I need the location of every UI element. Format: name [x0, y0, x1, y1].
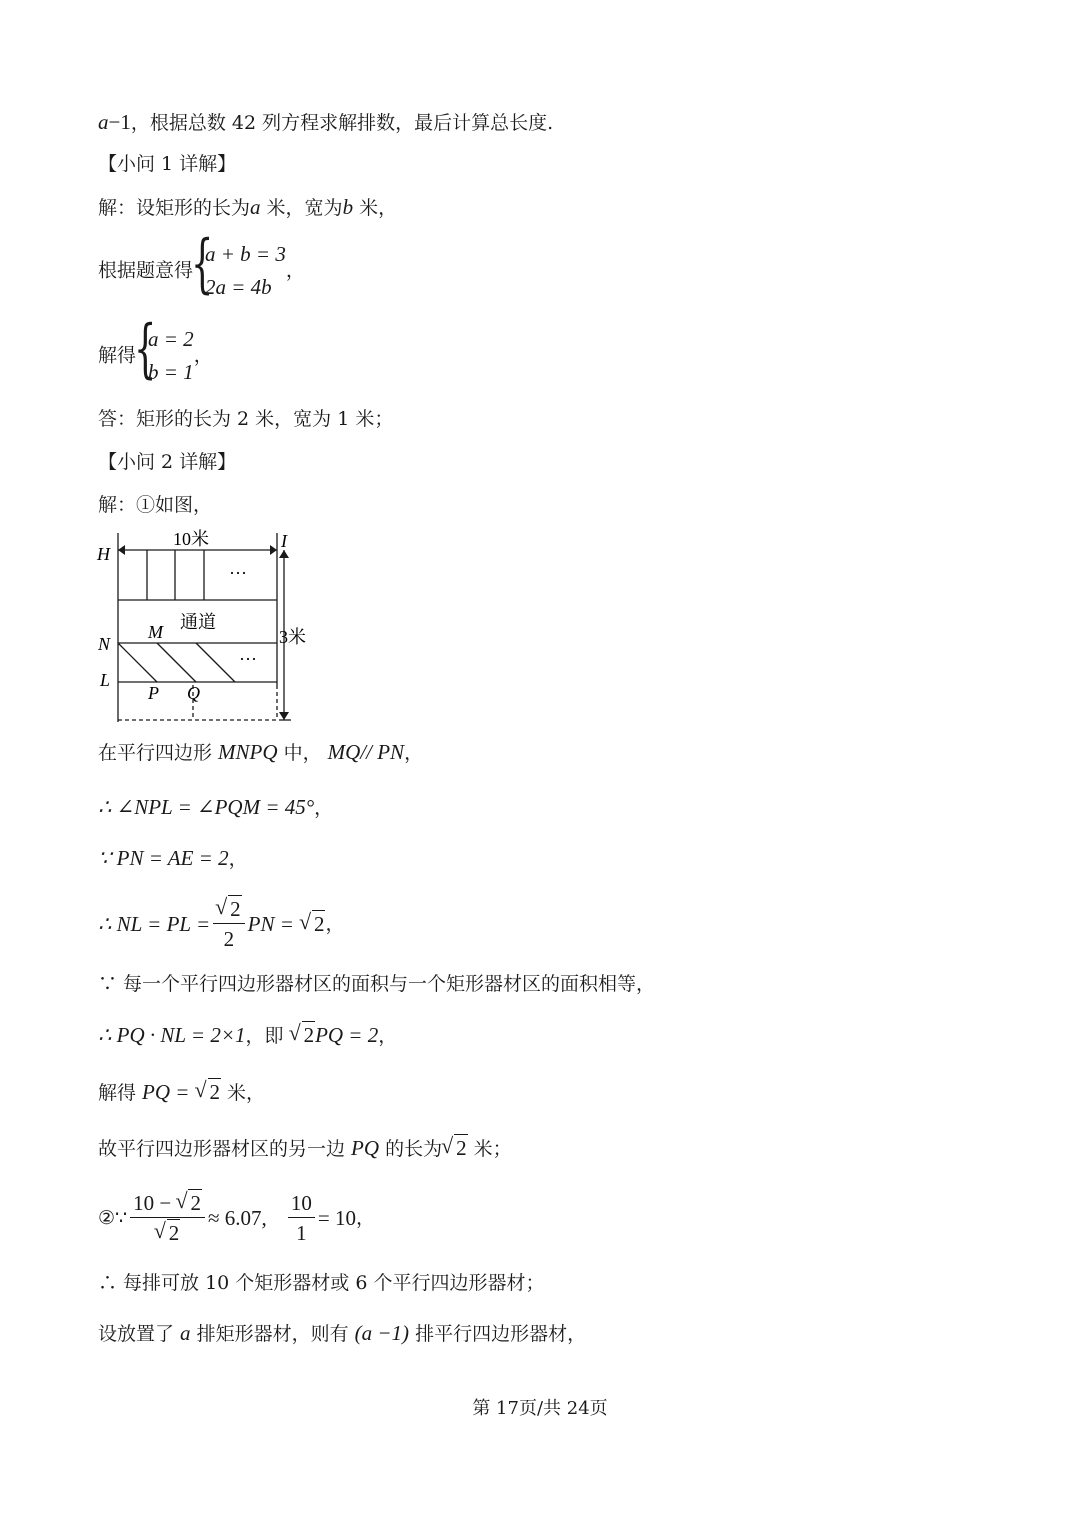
dots-top: ··· — [229, 563, 247, 583]
math-expr: (a −1) — [354, 1321, 410, 1345]
text-line-17 — [98, 1192, 375, 1245]
line-text: 故平行四边形器材区的另一边 — [98, 1138, 352, 1160]
text-line-18: ∴ 每排可放 10 个矩形器材或 6 个平行四边形器材； — [98, 1272, 545, 1294]
line-text: 解得 — [98, 1082, 143, 1104]
layout-figure — [95, 525, 325, 730]
line-text: 米， — [353, 197, 398, 219]
text-line-10 — [98, 797, 333, 818]
line-text: ， — [404, 742, 424, 764]
text-line-19 — [98, 1323, 586, 1344]
equation-row: 2a = 4b — [205, 275, 272, 299]
sqrt-expr — [196, 1082, 222, 1103]
math-expr: PQ = — [142, 1080, 190, 1104]
parallelogram-edge — [196, 643, 235, 682]
arrow-down-icon — [279, 712, 289, 720]
point-label-l: L — [100, 670, 111, 690]
line-text: 解得 — [98, 344, 137, 367]
line-text: 设放置了 — [98, 1323, 181, 1345]
channel-label: 通道 — [180, 612, 216, 632]
right-dimension-label: 3米 — [279, 627, 306, 647]
text-line-15 — [98, 1082, 265, 1103]
fraction — [213, 898, 245, 951]
line-text: ， — [325, 913, 345, 936]
line-text: ， — [285, 259, 305, 282]
fraction — [130, 1192, 205, 1245]
line-text: ， — [314, 797, 334, 819]
line-text: ， — [193, 344, 213, 367]
line-text: 米， — [221, 1082, 266, 1104]
math-var-a: a — [180, 1321, 191, 1345]
line-text: 中， — [277, 742, 328, 764]
equation-system — [134, 312, 194, 389]
math-expr: ∴ PQ · NL = 2×1 — [98, 1023, 246, 1047]
text-line-12 — [98, 898, 344, 951]
equation-row: a + b = 3 — [205, 242, 286, 266]
line-text: 根据题意得 — [98, 259, 194, 282]
line-text: 米，宽为 — [260, 197, 343, 219]
brace-icon: { — [191, 227, 214, 301]
numerator-text: 10 − — [133, 1191, 172, 1215]
math-expr: ≈ 6.07, — [207, 1206, 267, 1231]
line-text: ， — [355, 1207, 375, 1230]
text-line-16 — [98, 1138, 512, 1159]
text-line-9 — [98, 742, 423, 763]
arrow-left-icon — [118, 545, 125, 555]
point-label-q: Q — [187, 683, 200, 703]
fraction — [288, 1192, 315, 1245]
line-text: ，根据总数 42 列方程求解排数，最后计算总长度. — [130, 112, 554, 134]
equation-row: a = 2 — [148, 327, 194, 351]
point-label-i: I — [281, 531, 287, 551]
math-var: a — [98, 110, 109, 134]
math-expr: ∴ NL = PL = — [98, 912, 211, 937]
text-line-11 — [98, 848, 248, 869]
radicand: 2 — [303, 1023, 315, 1047]
math-expr: PN = — [247, 912, 294, 937]
equation-system — [191, 227, 286, 304]
parallelogram-edge — [118, 643, 157, 682]
text-line-8: 解：①如图， — [98, 494, 213, 516]
math-var-a: a — [250, 195, 261, 219]
point-label-p: P — [148, 683, 159, 703]
section-heading-1: 【小问 1 详解】 — [98, 153, 237, 175]
radicand: 2 — [313, 912, 325, 937]
denominator: 1 — [296, 1221, 307, 1246]
arrow-right-icon — [270, 545, 277, 555]
radicand: 2 — [456, 1136, 467, 1160]
sqrt-expr — [442, 1138, 468, 1159]
math-var-b: b — [342, 195, 354, 219]
arrow-up-icon — [279, 550, 289, 558]
brace-icon: { — [134, 312, 157, 386]
math-expr: PQ = 2 — [315, 1023, 379, 1047]
line-text: 的长为 — [379, 1138, 443, 1160]
line-text: 在平行四边形 — [98, 742, 219, 764]
parallelogram-edge — [157, 643, 196, 682]
radicand: 2 — [230, 897, 241, 921]
math-expr: MQ// PN — [327, 740, 405, 764]
line-text: ，即 — [245, 1025, 290, 1047]
point-label-m: M — [148, 622, 163, 642]
text-line-14 — [98, 1025, 397, 1046]
top-dimension-label: 10米 — [173, 529, 209, 549]
numerator: 10 — [288, 1192, 315, 1218]
math-expr: ∴ ∠NPL = ∠PQM = 45° — [98, 795, 315, 819]
math-minus-one: −1 — [108, 110, 131, 134]
math-expr: = 10 — [317, 1206, 356, 1231]
sqrt-expr — [290, 1025, 316, 1046]
line-text: 排矩形器材，则有 — [190, 1323, 355, 1345]
radicand: 2 — [209, 1080, 221, 1104]
line-text: 排平行四边形器材， — [409, 1323, 587, 1345]
text-line-1 — [98, 112, 553, 133]
equation-system-2 — [98, 312, 213, 389]
radicand: 2 — [168, 1221, 180, 1246]
text-line-13: ∵ 每一个平行四边形器材区的面积与一个矩形器材区的面积相等， — [98, 973, 656, 995]
equation-system-1 — [98, 227, 305, 304]
math-expr: MNPQ — [218, 740, 278, 764]
line-text: 解：设矩形的长为 — [98, 197, 251, 219]
math-expr: PQ — [351, 1136, 380, 1160]
section-heading-2: 【小问 2 详解】 — [98, 451, 237, 473]
radicand: 2 — [190, 1191, 201, 1215]
dots-bottom: ··· — [239, 649, 257, 669]
line-text: 米； — [467, 1138, 512, 1160]
denominator: 2 — [223, 927, 235, 952]
math-expr: ∵ PN = AE = 2 — [98, 846, 229, 870]
page-number-footer: 第 17页/共 24页 — [472, 1398, 608, 1419]
line-text: ， — [228, 848, 248, 870]
point-label-h: H — [97, 544, 110, 564]
answer-line-1: 答：矩形的长为 2 米，宽为 1 米； — [98, 408, 394, 430]
line-text: ， — [378, 1025, 398, 1047]
line-text: ②∵ — [98, 1207, 128, 1230]
sqrt-expr — [300, 914, 326, 935]
equation-row: b = 1 — [148, 360, 194, 384]
point-label-n: N — [98, 634, 111, 654]
text-line-3 — [98, 197, 397, 218]
